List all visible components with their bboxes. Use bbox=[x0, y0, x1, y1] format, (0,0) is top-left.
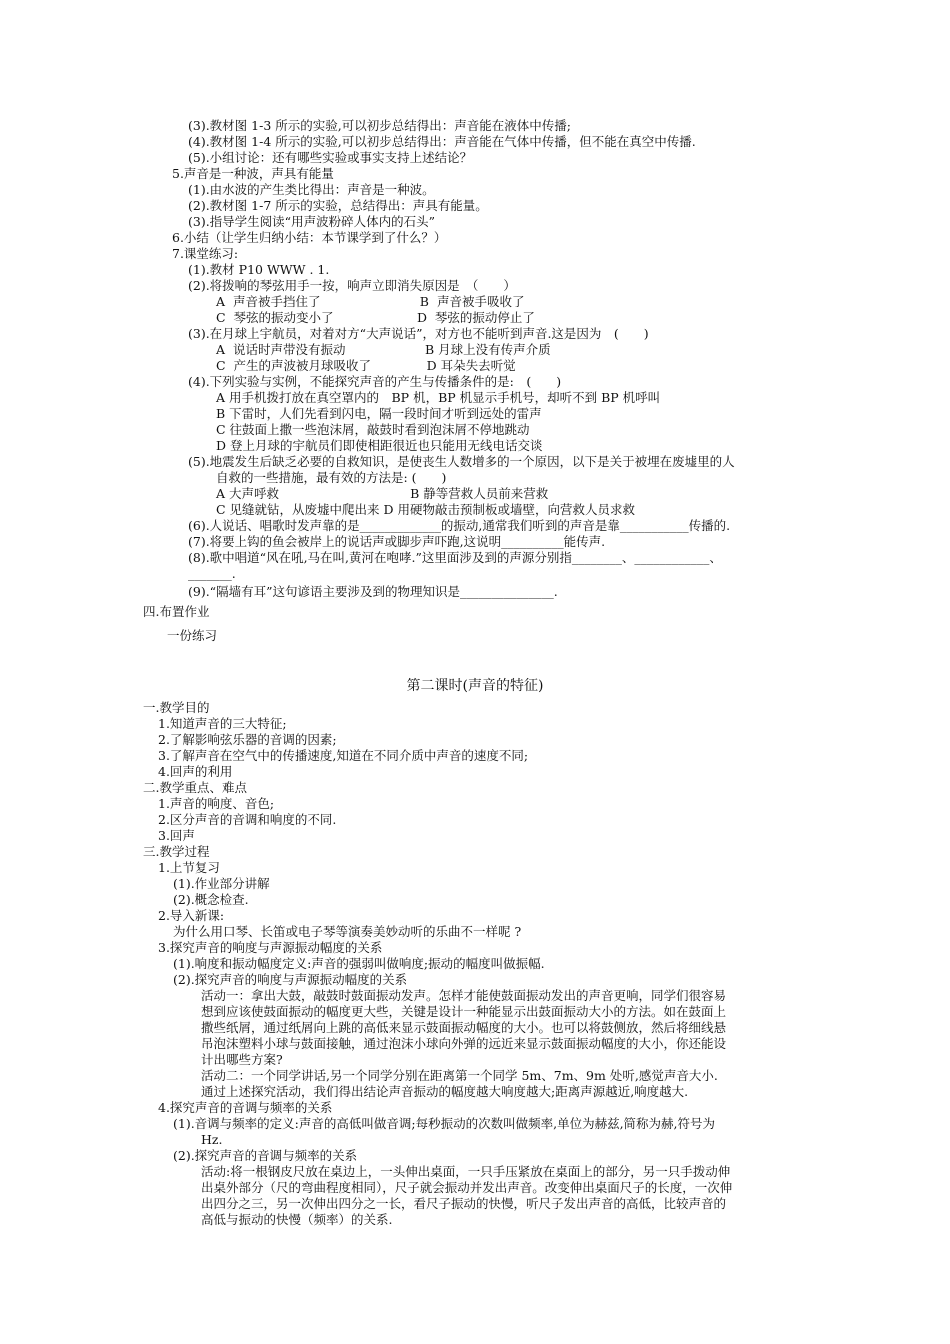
option-line: D 登上月球的宇航员们即使相距很近也只能用无线电话交谈 bbox=[216, 438, 543, 453]
paragraph-line: 计出哪些方案? bbox=[201, 1052, 283, 1067]
paragraph-line: 高低与振动的快慢（频率）的关系. bbox=[201, 1212, 393, 1227]
question: (9).“隔墙有耳”这句谚语主要涉及到的物理知识是_______________. bbox=[188, 584, 558, 599]
question: (2).将拨响的琴弦用手一按，响声立即消失原因是 （ ） bbox=[188, 278, 516, 293]
text-line: 一份练习 bbox=[167, 628, 218, 643]
text-line: (2).教材图 1-7 所示的实验，总结得出：声具有能量。 bbox=[188, 198, 488, 213]
option-line: A 大声呼救 B 静等营救人员前来营救 bbox=[216, 486, 549, 501]
text-line: (1).由水波的产生类比得出：声音是一种波。 bbox=[188, 182, 435, 197]
option-line: A 声音被手挡住了 B 声音被手吸收了 bbox=[216, 294, 525, 309]
text-line: 1.上节复习 bbox=[158, 860, 220, 875]
text-line: 2.区分声音的音调和响度的不同. bbox=[158, 812, 337, 827]
text-line: 3.了解声音在空气中的传播速度,知道在不同介质中声音的速度不同; bbox=[158, 748, 529, 763]
question: (8).歌中唱道“风在吼,马在叫,黄河在咆哮.”这里面涉及到的声源分别指________、____________、 bbox=[188, 550, 722, 565]
option-line: C 见缝就钻，从废墟中爬出来 D 用硬物敲击预制板或墙壁，向营救人员求救 bbox=[216, 502, 636, 517]
text-line: (2).探究声音的音调与频率的关系 bbox=[173, 1148, 358, 1163]
option-line: C 往鼓面上撒一些泡沫屑，敲鼓时看到泡沫屑不停地跳动 bbox=[216, 422, 530, 437]
text-line: 2.导入新课: bbox=[158, 908, 225, 923]
option-line: C 琴弦的振动变小了 D 琴弦的振动停止了 bbox=[216, 310, 535, 325]
section-heading: 四.布置作业 bbox=[143, 604, 210, 619]
lesson-title: 第二课时(声音的特征) bbox=[406, 678, 544, 694]
text-line: (1).响度和振动幅度定义:声音的强弱叫做响度;振动的幅度叫做振幅. bbox=[173, 956, 545, 971]
text-line: 1.知道声音的三大特征; bbox=[158, 716, 287, 731]
text-line: 4.回声的利用 bbox=[158, 764, 233, 779]
paragraph-line: 出桌外部分（尺的弯曲程度相同），尺子就会振动并发出声音。改变伸出桌面尺子的长度，一次伸 bbox=[201, 1180, 733, 1195]
question-cont: _______. bbox=[188, 566, 236, 581]
text-line: (1).作业部分讲解 bbox=[173, 876, 270, 891]
paragraph-line: 活动二：一个同学讲话,另一个同学分别在距离第一个同学 5m、7m、9m 处听,感觉声音大小. bbox=[201, 1068, 718, 1083]
question: (6).人说话、唱歌时发声靠的是_____________的振动,通常我们听到的声音是靠___________传播的. bbox=[188, 518, 731, 533]
question: (1).教材 P10 WWW . 1. bbox=[188, 262, 330, 277]
question: (5).地震发生后缺乏必要的自救知识，是使丧生人数增多的一个原因，以下是关于被埋在废墟里的人 bbox=[188, 454, 735, 469]
paragraph-line: 通过上述探究活动，我们得出结论声音振动的幅度越大响度越大;距离声源越近,响度越大. bbox=[201, 1084, 689, 1099]
section-heading: 7.课堂练习: bbox=[172, 246, 239, 261]
section-heading: 二.教学重点、难点 bbox=[143, 780, 247, 795]
question: (4).下列实验与实例，不能探究声音的产生与传播条件的是: ( ) bbox=[188, 374, 562, 389]
text-line: 2.了解影响弦乐器的音调的因素; bbox=[158, 732, 337, 747]
text-line: (1).音调与频率的定义:声音的高低叫做音调;每秒振动的次数叫做频率,单位为赫兹,简称为赫,符号为 bbox=[173, 1116, 716, 1131]
paragraph-line: 想到应该使鼓面振动的幅度更大些，关键是设计一种能显示出鼓面振动大小的方法。如在鼓面上 bbox=[201, 1004, 727, 1019]
section-heading: 一.教学目的 bbox=[143, 700, 210, 715]
question: (3).在月球上宇航员，对着对方“大声说话”，对方也不能听到声音.这是因为 ( ) bbox=[188, 326, 649, 341]
section-heading: 5.声音是一种波，声具有能量 bbox=[172, 166, 334, 181]
section-heading: 6.小结（让学生归纳小结：本节课学到了什么？） bbox=[172, 230, 447, 245]
option-line: B 下雷时，人们先看到闪电，隔一段时间才听到远处的雷声 bbox=[216, 406, 542, 421]
text-line: (5).小组讨论：还有哪些实验或事实支持上述结论？ bbox=[188, 150, 473, 165]
section-heading: 三.教学过程 bbox=[143, 844, 210, 859]
question-cont: 自救的一些措施，最有效的方法是: ( ) bbox=[216, 470, 447, 485]
option-line: C 产生的声波被月球吸收了 D 耳朵失去听觉 bbox=[216, 358, 516, 373]
text-line: (3).指导学生阅读“用声波粉碎人体内的石头” bbox=[188, 214, 435, 229]
option-line: A 用手机拨打放在真空罩内的 BP 机，BP 机显示手机号，却听不到 BP 机呼叫 bbox=[216, 390, 661, 405]
text-line: 4.探究声音的音调与频率的关系 bbox=[158, 1100, 333, 1115]
paragraph-line: 活动:将一根钢皮尺放在桌边上，一头伸出桌面，一只手压紧放在桌面上的部分，另一只手拨动伸 bbox=[201, 1164, 731, 1179]
text-line: (2).探究声音的响度与声源振动幅度的关系 bbox=[173, 972, 408, 987]
text-line: Hz. bbox=[201, 1132, 223, 1147]
text-line: 1.声音的响度、音色; bbox=[158, 796, 275, 811]
question: (7).将要上钩的鱼会被岸上的说话声或脚步声吓跑,这说明__________能传声. bbox=[188, 534, 606, 549]
text-line: (4).教材图 1-4 所示的实验,可以初步总结得出：声音能在气体中传播，但不能在真空中传播. bbox=[188, 134, 696, 149]
text-line: 3.回声 bbox=[158, 828, 195, 843]
paragraph-line: 出四分之三，另一次伸出四分之一长，看尺子振动的快慢，听尺子发出声音的高低，比较声音的 bbox=[201, 1196, 727, 1211]
text-line: (3).教材图 1-3 所示的实验,可以初步总结得出：声音能在液体中传播; bbox=[188, 118, 571, 133]
paragraph-line: 吊泡沫塑料小球与鼓面接触，通过泡沫小球向外弹的远近来显示鼓面振动幅度的大小，你还能设 bbox=[201, 1036, 727, 1051]
text-line: (2).概念检查. bbox=[173, 892, 249, 907]
text-line: 为什么用口琴、长笛或电子琴等演奏美妙动听的乐曲不一样呢 ? bbox=[173, 924, 522, 939]
paragraph-line: 撒些纸屑，通过纸屑向上跳的高低来显示鼓面振动幅度的大小。也可以将鼓侧放，然后将细线悬 bbox=[201, 1020, 727, 1035]
paragraph-line: 活动一：拿出大鼓，敲鼓时鼓面振动发声。怎样才能使鼓面振动发出的声音更响，同学们很容易 bbox=[201, 988, 727, 1003]
text-line: 3.探究声音的响度与声源振动幅度的关系 bbox=[158, 940, 383, 955]
option-line: A 说话时声带没有振动 B 月球上没有传声介质 bbox=[216, 342, 551, 357]
